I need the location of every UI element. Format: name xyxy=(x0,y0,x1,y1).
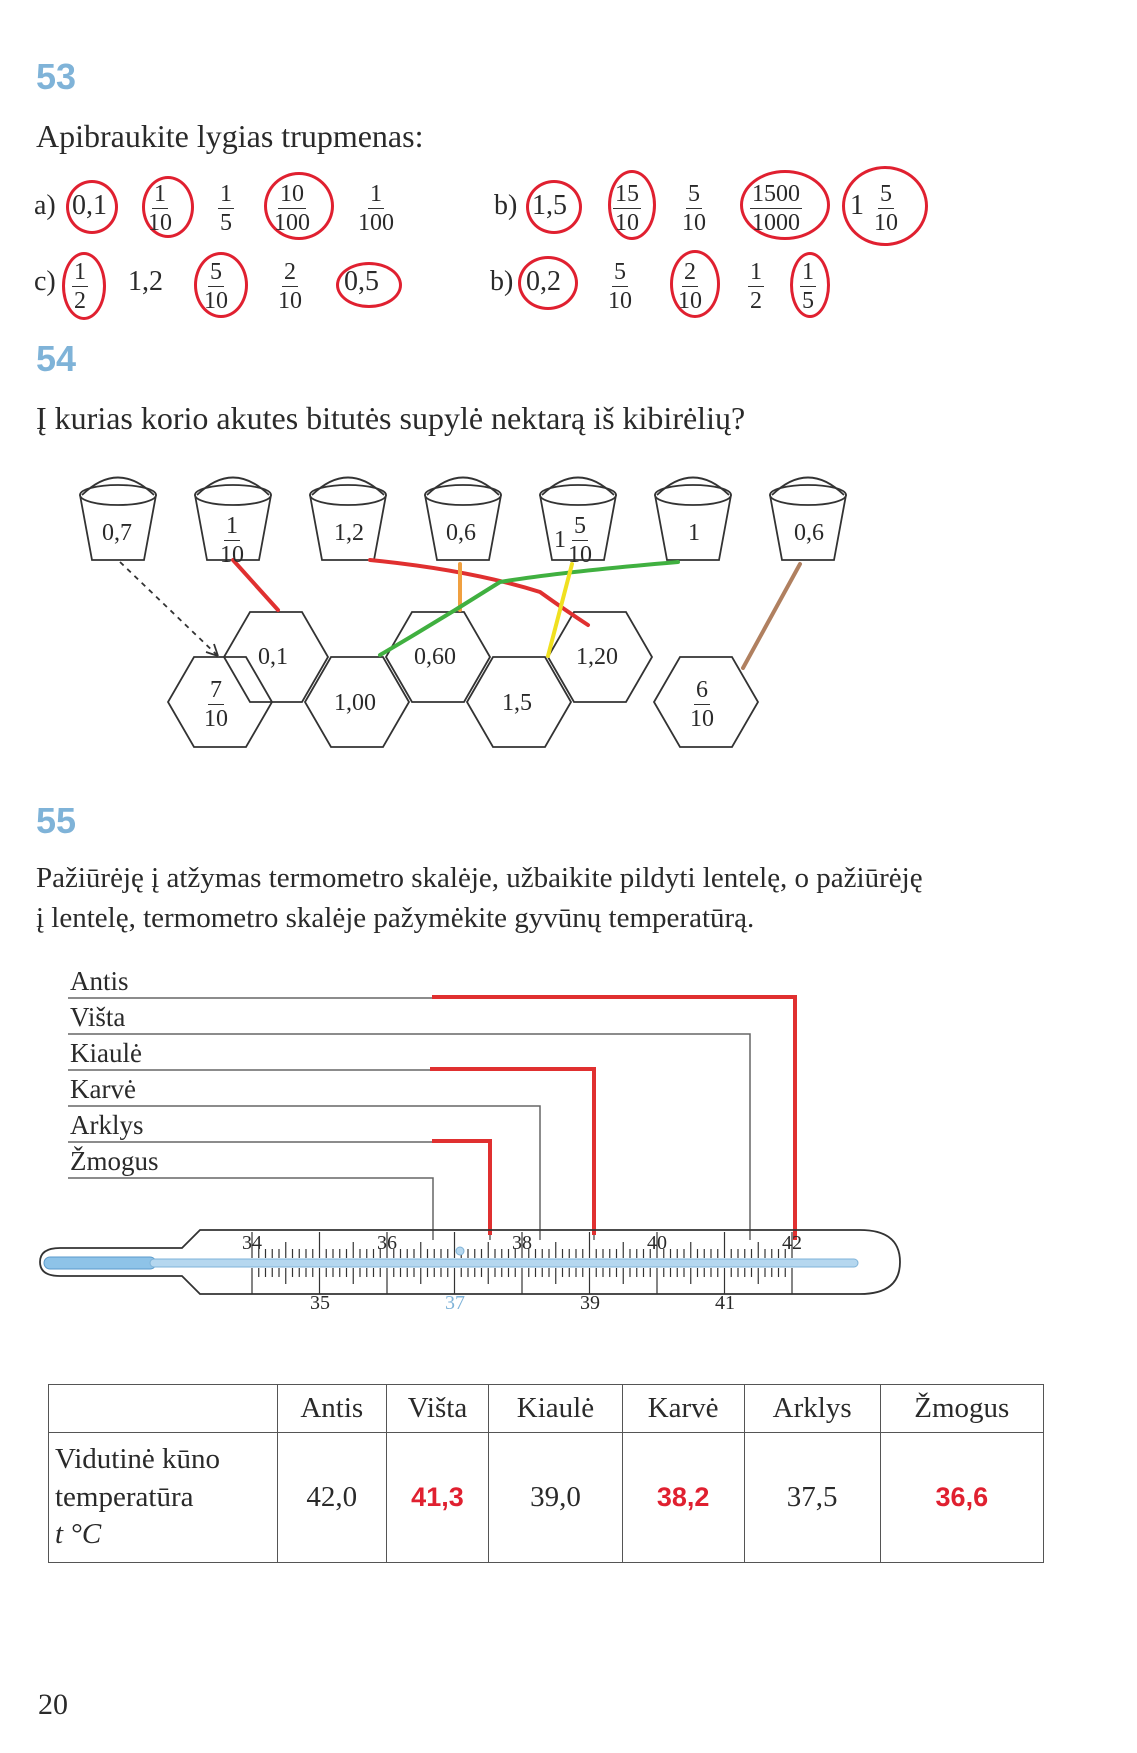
table-header: Antis xyxy=(278,1385,387,1433)
animal-label-vista: Višta xyxy=(70,1002,126,1032)
scale-label: 40 xyxy=(647,1232,667,1254)
fraction: $\frac{1}{5}$ xyxy=(802,259,814,314)
leader-line-vista xyxy=(68,1034,750,1240)
cell-fraction: $\frac{6}{10}$ xyxy=(690,677,714,732)
fraction: $\frac{5}{10}$ xyxy=(682,181,706,236)
fraction: $\frac{5}{10}$ xyxy=(608,259,632,314)
temperature-table xyxy=(48,1384,1044,1563)
fraction: $\frac{1}{2}$ xyxy=(750,259,762,314)
cell-label: 0,60 xyxy=(414,644,456,670)
table-cell: 42,0 xyxy=(278,1433,387,1563)
table-header: Žmogus xyxy=(880,1385,1043,1433)
value: 0,5 xyxy=(344,266,379,297)
table-header: Višta xyxy=(386,1385,489,1433)
answer-line-brown xyxy=(743,564,800,668)
exercise-55-prompt-line-2: į lentelę, termometro skalėje pažymėkite gyvūnų temperatūrą. xyxy=(36,902,755,934)
fraction: $\frac{1}{10}$ xyxy=(148,181,172,236)
scale-label: 39 xyxy=(580,1292,600,1314)
bucket-label: 0,7 xyxy=(102,520,132,546)
value: 0,2 xyxy=(526,266,561,297)
table-header: Kiaulė xyxy=(489,1385,622,1433)
cell-label: 0,1 xyxy=(258,644,288,670)
row-b-label: b) xyxy=(494,190,518,221)
bucket-label: 1 xyxy=(688,520,700,546)
scale-label: 34 xyxy=(242,1232,262,1254)
leader-line-karve xyxy=(68,1106,540,1240)
leader-line-arklys xyxy=(68,1142,490,1240)
scale-label: 42 xyxy=(782,1232,802,1254)
bucket-6 xyxy=(655,478,731,561)
fraction: $\frac{1}{5}$ xyxy=(220,181,232,236)
value: 1,2 xyxy=(128,266,163,297)
bucket-label: 0,6 xyxy=(446,520,476,546)
example-arrow xyxy=(120,562,218,656)
table-cell-answer: 38,2 xyxy=(622,1433,744,1563)
scale-label: 35 xyxy=(310,1292,330,1314)
marked-line-arklys xyxy=(432,1141,490,1235)
cell-label: 1,5 xyxy=(502,690,532,716)
row-a-label: a) xyxy=(34,190,56,221)
row-b-label: b) xyxy=(490,266,514,297)
fraction: $\frac{15}{10}$ xyxy=(615,181,639,236)
value: 0,1 xyxy=(72,190,107,221)
bucket-4 xyxy=(425,478,501,561)
exercise-55-prompt-line-1: Pažiūrėję į atžymas termometro skalėje, užbaikite pildyti lentelę, o pažiūrėję xyxy=(36,862,923,894)
animal-label-antis: Antis xyxy=(70,966,129,996)
exercise-53-number: 53 xyxy=(36,56,77,97)
scale-label: 41 xyxy=(715,1292,735,1314)
table-header: Arklys xyxy=(744,1385,880,1433)
bucket-label: 0,6 xyxy=(794,520,824,546)
bucket-mixed-number: 1 $\frac{5}{10}$ xyxy=(554,513,592,568)
exercise-53-prompt: Apibraukite lygias trupmenas: xyxy=(36,118,424,154)
table-header: Karvė xyxy=(622,1385,744,1433)
animal-label-arklys: Arklys xyxy=(70,1110,144,1140)
scale-label: 38 xyxy=(512,1232,532,1254)
honeycomb-diagram xyxy=(0,460,1137,760)
fraction: $\frac{1}{100}$ xyxy=(358,181,394,236)
animal-label-kiaule: Kiaulė xyxy=(70,1038,142,1068)
table-corner xyxy=(49,1385,278,1433)
cell-fraction: $\frac{7}{10}$ xyxy=(204,677,228,732)
value: 1,5 xyxy=(532,190,567,221)
thermometer-bulb xyxy=(44,1257,156,1269)
fraction: $\frac{2}{10}$ xyxy=(678,259,702,314)
bucket-fraction: $\frac{1}{10}$ xyxy=(220,513,244,568)
fraction: $\frac{2}{10}$ xyxy=(278,259,302,314)
answer-line-green xyxy=(380,562,678,655)
bucket-7 xyxy=(770,478,846,561)
bucket-3 xyxy=(310,478,386,561)
mixed-whole: 1 xyxy=(850,190,864,221)
thermometer-column xyxy=(150,1259,858,1267)
normal-mark-icon xyxy=(456,1247,464,1255)
marked-line-kiaule xyxy=(430,1069,594,1235)
fraction: $\frac{10}{100}$ xyxy=(274,181,310,236)
table-cell: 39,0 xyxy=(489,1433,622,1563)
fraction: $\frac{1}{2}$ xyxy=(74,259,86,314)
page-number: 20 xyxy=(38,1688,68,1721)
bucket-label: 1,2 xyxy=(334,520,364,546)
exercise-54-number: 54 xyxy=(36,338,77,379)
scale-label: 36 xyxy=(377,1232,397,1254)
cell-label: 1,20 xyxy=(576,644,618,670)
fraction: $\frac{5}{10}$ xyxy=(874,181,898,236)
exercise-54-prompt: Į kurias korio akutes bitutės supylė nektarą iš kibirėlių? xyxy=(36,400,746,436)
answer-line-red xyxy=(370,560,588,625)
table-cell-answer: 36,6 xyxy=(880,1433,1043,1563)
table-cell: 37,5 xyxy=(744,1433,880,1563)
animal-label-zmogus: Žmogus xyxy=(70,1146,159,1176)
row-c-label: c) xyxy=(34,266,56,297)
table-cell-answer: 41,3 xyxy=(386,1433,489,1563)
bucket-1 xyxy=(80,478,156,561)
fraction: $\frac{5}{10}$ xyxy=(204,259,228,314)
exercise-55-number: 55 xyxy=(36,800,77,841)
animal-label-karve: Karvė xyxy=(70,1074,136,1104)
fraction: $\frac{1500}{1000}$ xyxy=(752,181,800,236)
cell-label: 1,00 xyxy=(334,690,376,716)
table-row-label: Vidutinė kūno temperatūra t °C xyxy=(49,1433,278,1563)
thermometer-diagram xyxy=(0,960,1137,1320)
leader-line-kiaule xyxy=(68,1070,594,1240)
scale-label-normal: 37 xyxy=(445,1292,465,1314)
